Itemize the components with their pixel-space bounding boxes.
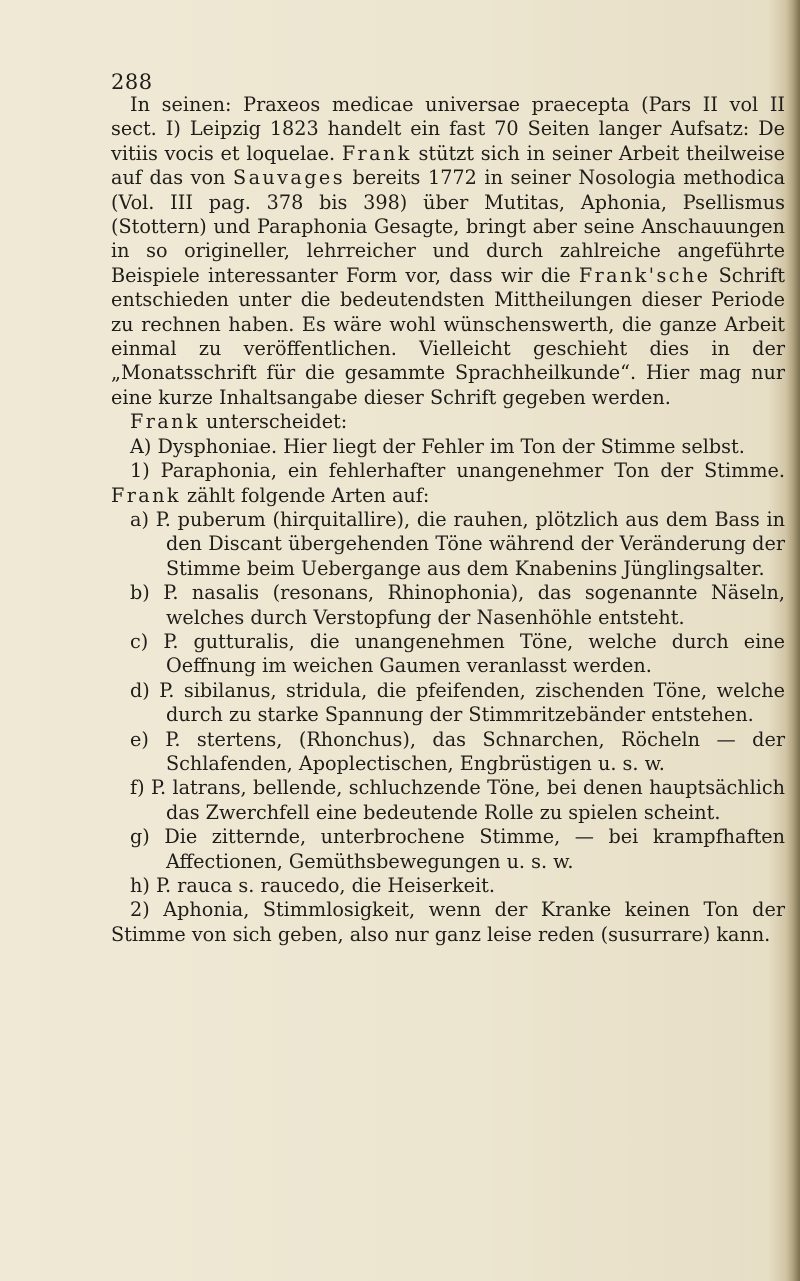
distinguishes-text: unterscheidet: <box>206 410 348 434</box>
intro-line-4: bereits 1772 in seiner Nosologia methodica (Vol. III pag. 378 bis 398) über Mutitas, Aphonia, Psellismus (Stottern) und Paraphonia Gesagte, bringt aber seine Anschauungen in so origineller, lehrreicher und durch zahlreiche angeführte Beispiele interessanter Form vor, dass wir die <box>111 166 786 287</box>
author-name-frank: Frank <box>341 141 412 165</box>
intro-line-3: et loquelae. <box>220 141 336 165</box>
item-label: f) <box>130 776 145 800</box>
list-item <box>130 825 785 874</box>
intro-line-3b: stützt sich in seiner Arbeit theilweise auf das von <box>111 141 785 190</box>
item-label: e) <box>130 727 149 751</box>
list-item <box>130 728 785 777</box>
section-a-dysphoniae: A) Dysphoniae. Hier liegt der Fehler im Ton der Stimme selbst. <box>130 434 745 458</box>
item-label: a) <box>130 507 149 531</box>
list-item <box>130 581 785 630</box>
item-label: c) <box>130 629 149 653</box>
item-text: P. rauca s. raucedo, die Heiserkeit. <box>155 874 495 897</box>
item-label: b) <box>130 581 150 605</box>
item-text: P. stertens, (Rhonchus), das Schnarchen, Röcheln — der Schlafenden, Apoplectischen, Engbrüstigen u. s. w. <box>165 727 785 775</box>
section-1-lead: 1) Paraphonia, ein fehlerhafter unangenehmer Ton der Stimme. <box>130 459 785 483</box>
item-text: P. gutturalis, die unangenehmen Töne, welche durch eine Oeffnung im weichen Gaumen veranlasst werden. <box>163 629 785 678</box>
item-text: Die zitternde, unterbrochene Stimme, — bei krampfhaften Affectionen, Gemüthsbewegungen u. s. w. <box>164 825 785 873</box>
paraphonia-list <box>111 508 785 899</box>
list-item <box>130 776 785 825</box>
list-item <box>130 679 785 728</box>
list-item <box>130 630 785 679</box>
author-name-frank-sche: Frank'sche <box>578 263 711 287</box>
section-2-aphonia: 2) Aphonia, Stimmlosigkeit, wenn der Kranke keinen Ton der Stimme von sich geben, also nur ganz leise reden (susurrare) kann. <box>111 898 785 946</box>
section-1-rest: zählt folgende Arten auf: <box>187 483 430 507</box>
page-number: 288 <box>111 70 153 94</box>
intro-line-1: In seinen: Praxeos medicae universae praecepta (Pars II vol II sect. I) <box>111 93 785 141</box>
item-text: P. sibilanus, stridula, die pfeifenden, zischenden Töne, welche durch zu starke Spannung der Stimmritzebänder entstehen. <box>159 678 785 727</box>
section-1-paraphonia <box>111 459 785 508</box>
item-label: d) <box>130 678 150 702</box>
list-item <box>130 874 785 898</box>
item-text: P. nasalis (resonans, Rhinophonia), das sogenannte Näseln, welches durch Verstopfung der Nasenhöhle entsteht. <box>163 581 785 629</box>
author-name-sauvages: Sauvages <box>233 166 345 190</box>
intro-line-5: Schrift entschieden unter die bedeutendsten Mittheilungen dieser Periode zu rechnen haben. Es wäre wohl wünschenswerth, die ganze Arbeit einmal zu veröffentlichen. Vielleicht geschieht dies in der „Monatsschrift für die gesammte Sprachheilkunde“. Hier mag nur eine kurze Inhaltsangabe dieser Schrift gegeben werden. <box>111 263 785 409</box>
page-edge-shadow <box>786 0 800 1281</box>
author-name-frank: Frank <box>111 483 181 507</box>
item-label: g) <box>130 825 150 849</box>
item-text: P. puberum (hirquitallire), die rauhen, plötzlich aus dem Bass in den Discant übergehenden Töne während der Veränderung der Stimme beim Uebergange aus dem Knabenins Jünglingsalter. <box>155 507 785 580</box>
item-label: h) <box>130 874 150 897</box>
page-body <box>111 93 785 947</box>
intro-paragraph <box>111 93 785 410</box>
list-item <box>130 508 785 581</box>
item-text: P. latrans, bellende, schluchzende Töne, bei denen hauptsächlich das Zwerchfell eine bedeutende Rolle zu spielen scheint. <box>150 776 786 824</box>
frank-distinguishes-line <box>111 410 785 434</box>
author-name-frank: Frank <box>130 410 200 434</box>
intro-line-2: Leipzig 1823 handelt ein fast 70 Seiten langer Aufsatz: De vitiis vocis <box>111 117 785 165</box>
